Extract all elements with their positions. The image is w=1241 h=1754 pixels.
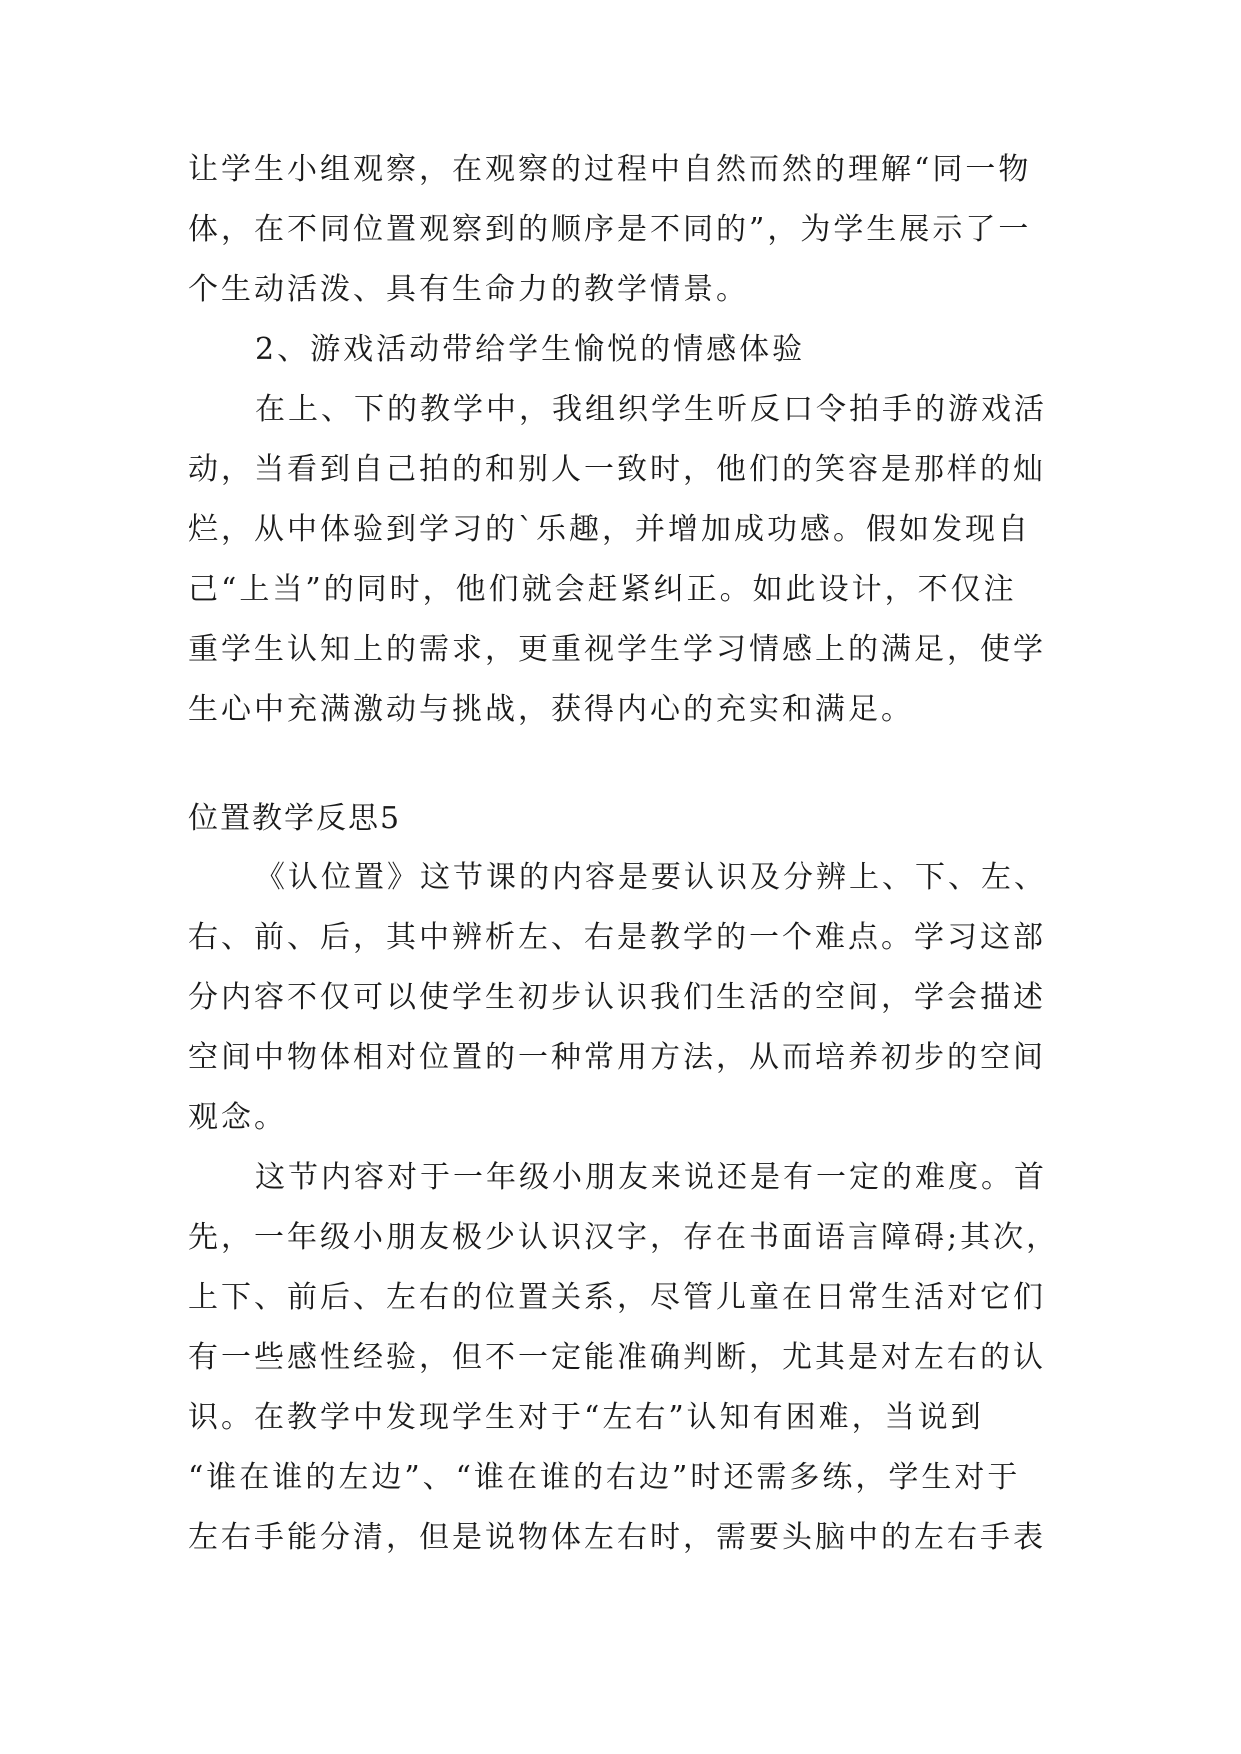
paragraph-line: 左右手能分清，但是说物体左右时，需要头脑中的左右手表 (188, 1520, 1046, 1555)
subheading: 2、游戏活动带给学生愉悦的情感体验 (255, 332, 806, 367)
paragraph-line: 分内容不仅可以使学生初步认识我们生活的空间，学会描述 (188, 980, 1046, 1015)
paragraph-line: 《认位置》这节课的内容是要认识及分辨上、下、左、 (255, 860, 1047, 895)
paragraph-line: 上下、前后、左右的位置关系，尽管儿童在日常生活对它们 (188, 1280, 1046, 1315)
paragraph-line: 个生动活泼、具有生命力的教学情景。 (188, 272, 749, 307)
paragraph-line: 在上、下的教学中，我组织学生听反口令拍手的游戏活 (255, 392, 1047, 427)
paragraph-line: 动，当看到自己拍的和别人一致时，他们的笑容是那样的灿 (188, 452, 1046, 487)
paragraph-line: 有一些感性经验，但不一定能准确判断，尤其是对左右的认 (188, 1340, 1046, 1375)
paragraph-line: 体，在不同位置观察到的顺序是不同的”，为学生展示了一 (188, 212, 1032, 247)
paragraph-line: 重学生认知上的需求，更重视学生学习情感上的满足，使学 (188, 632, 1046, 667)
paragraph-line: 生心中充满激动与挑战，获得内心的充实和满足。 (188, 692, 914, 727)
paragraph-line: 观念。 (188, 1100, 287, 1135)
paragraph-line: 己“上当”的同时，他们就会赶紧纠正。如此设计，不仅注 (188, 572, 1017, 607)
paragraph-line: 识。在教学中发现学生对于“左右”认知有困难，当说到 (188, 1400, 984, 1435)
paragraph-line: “谁在谁的左边”、“谁在谁的右边”时还需多练，学生对于 (188, 1460, 1021, 1495)
paragraph-line: 先，一年级小朋友极少认识汉字，存在书面语言障碍;其次， (188, 1220, 1060, 1255)
paragraph-line: 右、前、后，其中辨析左、右是教学的一个难点。学习这部 (188, 920, 1046, 955)
paragraph-line: 空间中物体相对位置的一种常用方法，从而培养初步的空间 (188, 1040, 1046, 1075)
section-heading: 位置教学反思5 (188, 801, 402, 836)
paragraph-line: 这节内容对于一年级小朋友来说还是有一定的难度。首 (255, 1160, 1047, 1195)
paragraph-line: 烂，从中体验到学习的`乐趣，并增加成功感。假如发现自 (188, 512, 1031, 547)
paragraph-line: 让学生小组观察，在观察的过程中自然而然的理解“同一物 (188, 152, 1032, 187)
